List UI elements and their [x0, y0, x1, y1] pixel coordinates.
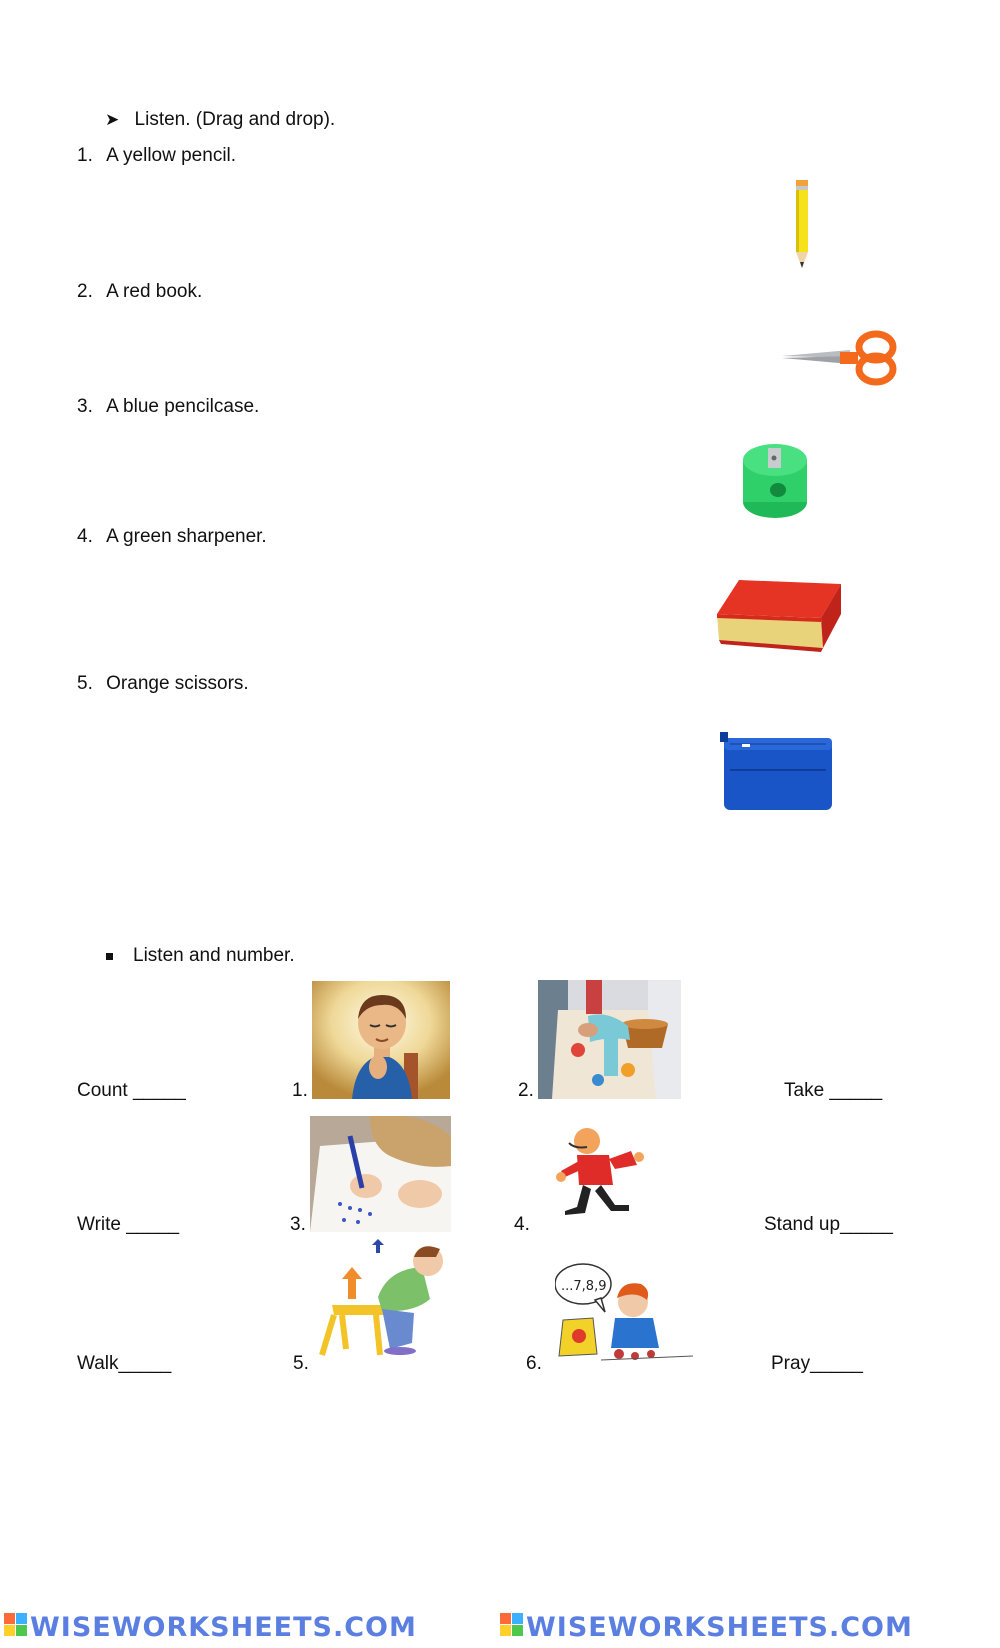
picture-number: 4.	[514, 1214, 530, 1235]
word-take[interactable]: Take _____	[784, 1080, 883, 1101]
item-number: 5.	[77, 673, 93, 694]
item-text: A yellow pencil.	[106, 145, 237, 166]
square-bullet-icon	[106, 953, 113, 960]
list-item	[77, 396, 259, 418]
apron-bowl-picture	[538, 980, 681, 1099]
word-stand-up[interactable]: Stand up_____	[764, 1214, 893, 1235]
writing-picture	[310, 1116, 451, 1232]
list-item	[77, 673, 249, 695]
item-text: A green sharpener.	[106, 526, 267, 547]
bubble-text: ...7,8,9	[561, 1279, 607, 1294]
stand-up-picture	[318, 1239, 458, 1357]
picture-number: 5.	[293, 1353, 309, 1374]
pencil-icon[interactable]	[790, 180, 814, 274]
picture-number: 2.	[518, 1080, 534, 1101]
walking-boy-picture	[555, 1125, 645, 1217]
picture-number: 1.	[292, 1080, 308, 1101]
instruction-2: Listen and number.	[133, 945, 295, 966]
sharpener-icon[interactable]	[740, 440, 810, 522]
word-pray[interactable]: Pray_____	[771, 1353, 863, 1374]
list-item	[77, 526, 267, 548]
svg-text:WISEWORKSHEETS.COM: WISEWORKSHEETS.COM	[30, 1612, 417, 1643]
counting-boy-picture	[555, 1262, 695, 1362]
book-icon[interactable]	[715, 578, 843, 670]
item-text: A blue pencilcase.	[106, 396, 260, 417]
pencilcase-icon[interactable]	[720, 730, 836, 814]
instruction-1-text: Listen. (Drag and drop).	[134, 109, 336, 130]
picture-number: 6.	[526, 1353, 542, 1374]
item-number: 4.	[77, 526, 93, 547]
item-number: 1.	[77, 145, 93, 166]
list-item	[77, 145, 236, 167]
item-number: 3.	[77, 396, 93, 417]
item-text: Orange scissors.	[106, 673, 249, 694]
list-item	[77, 281, 202, 303]
word-write[interactable]: Write _____	[77, 1214, 180, 1235]
item-number: 2.	[77, 281, 93, 302]
word-count[interactable]: Count _____	[77, 1080, 186, 1101]
word-walk[interactable]: Walk_____	[77, 1353, 172, 1374]
praying-boy-picture	[312, 981, 450, 1099]
instruction-1	[105, 109, 335, 131]
footer-logo	[0, 1603, 1000, 1643]
picture-number: 3.	[290, 1214, 306, 1235]
scissors-icon[interactable]	[780, 330, 900, 386]
arrow-bullet-icon: ➤	[105, 110, 120, 129]
footer-banner	[0, 1603, 1000, 1643]
svg-text:WISEWORKSHEETS.COM: WISEWORKSHEETS.COM	[526, 1612, 913, 1643]
item-text: A red book.	[106, 281, 203, 302]
